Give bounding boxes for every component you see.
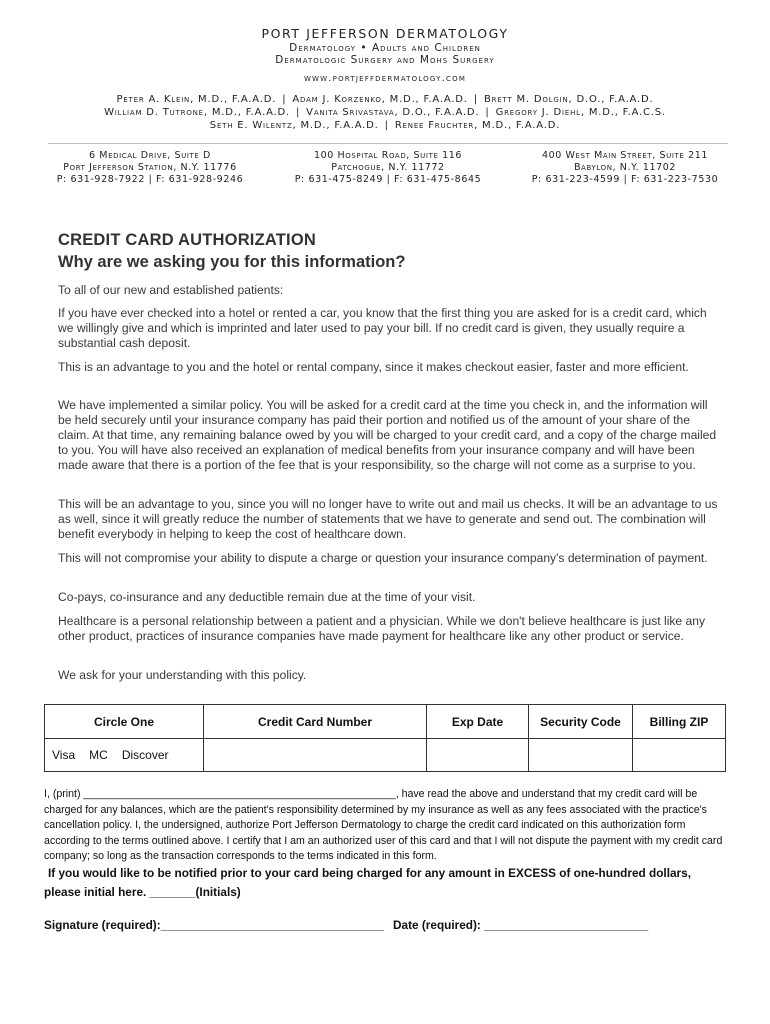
doctor-name: Brett M. Dolgin, D.O., F.A.A.D. xyxy=(483,94,654,105)
form-subtitle: Why are we asking you for this information? xyxy=(58,253,406,271)
card-option-mc[interactable]: MC xyxy=(89,748,108,762)
table-header-row xyxy=(45,705,726,739)
form-title: CREDIT CARD AUTHORIZATION xyxy=(58,231,316,249)
location-street: 400 West Main Street, Suite 211 xyxy=(541,150,708,161)
doctor-separator: | xyxy=(282,94,287,105)
credit-card-table xyxy=(44,704,726,772)
header-security-code: Security Code xyxy=(529,705,633,739)
card-number-field[interactable] xyxy=(204,739,427,772)
location-phone: P: 631-928-7922 | F: 631-928-9246 xyxy=(56,174,244,185)
doctor-name: Peter A. Klein, M.D., F.A.A.D. xyxy=(116,94,277,105)
header-exp-date: Exp Date xyxy=(427,705,529,739)
doctor-name: Adam J. Korzenko, M.D., F.A.A.D. xyxy=(292,94,468,105)
practice-name: PORT JEFFERSON DERMATOLOGY xyxy=(261,26,509,41)
specialty-line-1: Dermatology • Adults and Children xyxy=(289,42,481,54)
doctor-name: Vanita Srivastava, D.O., F.A.A.D. xyxy=(306,107,480,118)
card-option-visa[interactable]: Visa xyxy=(52,748,76,762)
doctors-row-1 xyxy=(0,94,770,105)
billing-zip-field[interactable] xyxy=(633,739,726,772)
location-street: 6 Medical Drive, Suite D xyxy=(89,150,211,161)
doctor-separator: | xyxy=(384,120,389,131)
header-circle-one: Circle One xyxy=(45,705,204,739)
date-field[interactable]: Date (required): _________________________ xyxy=(393,918,649,932)
doctor-name: Renee Fruchter, M.D., F.A.A.D. xyxy=(394,120,561,131)
location-port-jefferson xyxy=(30,150,270,186)
location-patchogue xyxy=(268,150,508,186)
location-city: Babylon, N.Y. 11702 xyxy=(573,162,677,173)
paragraph-benefit: This will be an advantage to you, since you will no longer have to write out and mail us checks. It will be an advantage to us as well, since it will greatly reduce the number of statements that we have to generate and send out. The combination will benefit everybody in helping to keep the cost of healthcare down. xyxy=(58,497,718,541)
signature-row xyxy=(44,918,648,932)
header-card-number: Credit Card Number xyxy=(204,705,427,739)
location-phone: P: 631-475-8249 | F: 631-475-8645 xyxy=(294,174,482,185)
paragraph-dispute: This will not compromise your ability to dispute a charge or question your insurance company's determination of payment. xyxy=(58,551,708,565)
location-babylon xyxy=(505,150,745,186)
card-type-cell[interactable] xyxy=(45,739,204,772)
paragraph-hotel: If you have ever checked into a hotel or rented a car, you know that the first thing you are asked for is a credit card, which we willingly give and which is imprinted and later used to pay your bill. If no credit card is given, they usually require a substantial cash deposit. xyxy=(58,306,707,350)
doctor-separator: | xyxy=(485,107,490,118)
paragraph-policy: We have implemented a similar policy. You will be asked for a credit card at the time you check in, and the information will be held securely until your insurance company has paid their portion and notified us of the amount of your share of the claim. At that time, any remaining balance owed by you will be charged to your credit card, and a copy of the charge mailed to you. You will have also received an explanation of medical benefits from your insurance company and will have been made aware that there is a portion of the fee that is your responsibility, so the charge will not come as a surprise to you. xyxy=(58,398,717,472)
authorization-statement: I, (print) _____________________________________________________, have read the above and understand that my credit card will be charged for any balances, which are the patient's responsibility determined by my insurance as well as any fees associated with the practice's cancellation policy. I, the undersigned, authorize Port Jefferson Dermatology to charge the credit card indicated on this authorization form according to the terms outlined above. I certify that I am an authorized user of this card and that I will not dispute the payment with my credit card company; so long as the transaction corresponds to the terms indicated in this form. xyxy=(44,788,723,862)
doctor-separator: | xyxy=(473,94,478,105)
doctors-row-3 xyxy=(0,120,770,131)
paragraph-copays: Co-pays, co-insurance and any deductible remain due at the time of your visit. xyxy=(58,590,476,604)
header-billing-zip: Billing ZIP xyxy=(633,705,726,739)
paragraph-advantage: This is an advantage to you and the hotel or rental company, since it makes checkout easier, faster and more efficient. xyxy=(58,360,689,374)
table-row xyxy=(45,739,726,772)
doctor-name: Gregory J. Diehl, M.D., F.A.C.S. xyxy=(495,107,666,118)
letterhead-divider xyxy=(48,143,728,144)
security-code-field[interactable] xyxy=(529,739,633,772)
doctor-separator: | xyxy=(296,107,301,118)
paragraph-understanding: We ask for your understanding with this policy. xyxy=(58,668,307,682)
doctor-name: William D. Tutrone, M.D., F.A.A.D. xyxy=(104,107,290,118)
location-city: Patchogue, N.Y. 11772 xyxy=(331,162,445,173)
notify-line-1: If you would like to be notified prior to your card being charged for any amount in EXCESS of one-hundred dollars, xyxy=(48,866,691,880)
location-street: 100 Hospital Road, Suite 116 xyxy=(313,150,463,161)
doctors-row-2 xyxy=(0,107,770,118)
doctor-name: Seth E. Wilentz, M.D., F.A.A.D. xyxy=(209,120,379,131)
practice-website: www.portjeffdermatology.com xyxy=(303,73,467,84)
signature-field[interactable]: Signature (required):__________________________________ xyxy=(44,918,384,932)
paragraph-relationship: Healthcare is a personal relationship between a patient and a physician. While we don't believe healthcare is just like any other product, practices of insurance companies have made payment for healthcare like any other product or service. xyxy=(58,614,706,643)
paragraph-greeting: To all of our new and established patients: xyxy=(58,283,284,297)
location-city: Port Jefferson Station, N.Y. 11776 xyxy=(63,162,237,173)
notify-line-2[interactable]: please initial here. _______(Initials) xyxy=(44,885,241,899)
location-phone: P: 631-223-4599 | F: 631-223-7530 xyxy=(531,174,719,185)
card-option-discover[interactable]: Discover xyxy=(121,748,169,762)
exp-date-field[interactable] xyxy=(427,739,529,772)
specialty-line-2: Dermatologic Surgery and Mohs Surgery xyxy=(275,54,495,66)
